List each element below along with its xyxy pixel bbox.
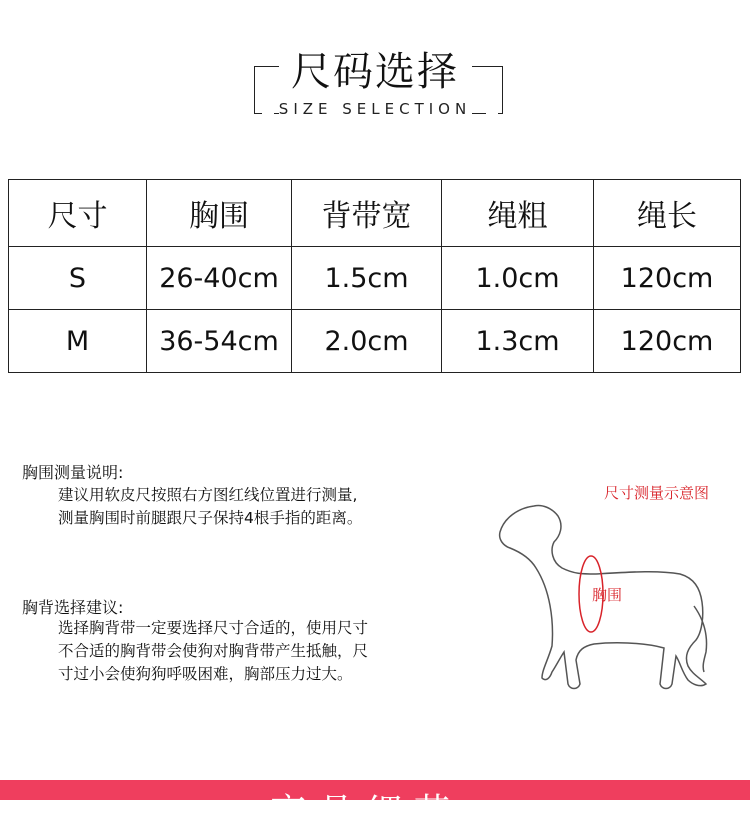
chest-note-title: 胸围测量说明: (22, 463, 124, 482)
table-row (9, 310, 741, 373)
harness-note-line: 寸过小会使狗狗呼吸困难，胸部压力过大。 (58, 665, 353, 683)
harness-note-line: 不合适的胸背带会使狗对胸背带产生抵触，尺 (58, 642, 369, 660)
chest-note-body (58, 484, 362, 530)
table-cell: 120cm (594, 310, 741, 373)
bottom-banner (0, 780, 750, 833)
diagram-label: 尺寸测量示意图 (604, 484, 710, 502)
table-cell: 1.3cm (442, 310, 594, 373)
bottom-banner-text: 产品细节 (270, 792, 463, 833)
chest-note-line: 测量胸围时前腿跟尺子保持4根手指的距离。 (58, 509, 363, 527)
table-header-cell: 绳长 (594, 180, 741, 247)
size-table (8, 179, 741, 373)
table-cell: M (9, 310, 147, 373)
table-cell: 36-54cm (147, 310, 292, 373)
table-row (9, 247, 741, 310)
chest-note-line: 建议用软皮尺按照右方图红线位置进行测量, (58, 486, 358, 504)
table-cell: 26-40cm (147, 247, 292, 310)
page-subtitle: SIZE SELECTION (278, 100, 472, 118)
table-cell: 120cm (594, 247, 741, 310)
harness-note-line: 选择胸背带一定要选择尺寸合适的，使用尺寸 (58, 619, 369, 637)
title-block (0, 0, 750, 140)
table-cell: 1.0cm (442, 247, 594, 310)
table-cell: 2.0cm (292, 310, 442, 373)
chest-label: 胸围 (592, 586, 623, 604)
harness-note-title: 胸背选择建议: (22, 598, 124, 617)
page-title: 尺码选择 (291, 49, 459, 95)
table-cell: 1.5cm (292, 247, 442, 310)
table-header-row (9, 180, 741, 247)
table-header-cell: 胸围 (147, 180, 292, 247)
table-cell: S (9, 247, 147, 310)
table-header-cell: 尺寸 (9, 180, 147, 247)
harness-note-body (58, 617, 368, 686)
table-header-cell: 绳粗 (442, 180, 594, 247)
table-header-cell: 背带宽 (292, 180, 442, 247)
